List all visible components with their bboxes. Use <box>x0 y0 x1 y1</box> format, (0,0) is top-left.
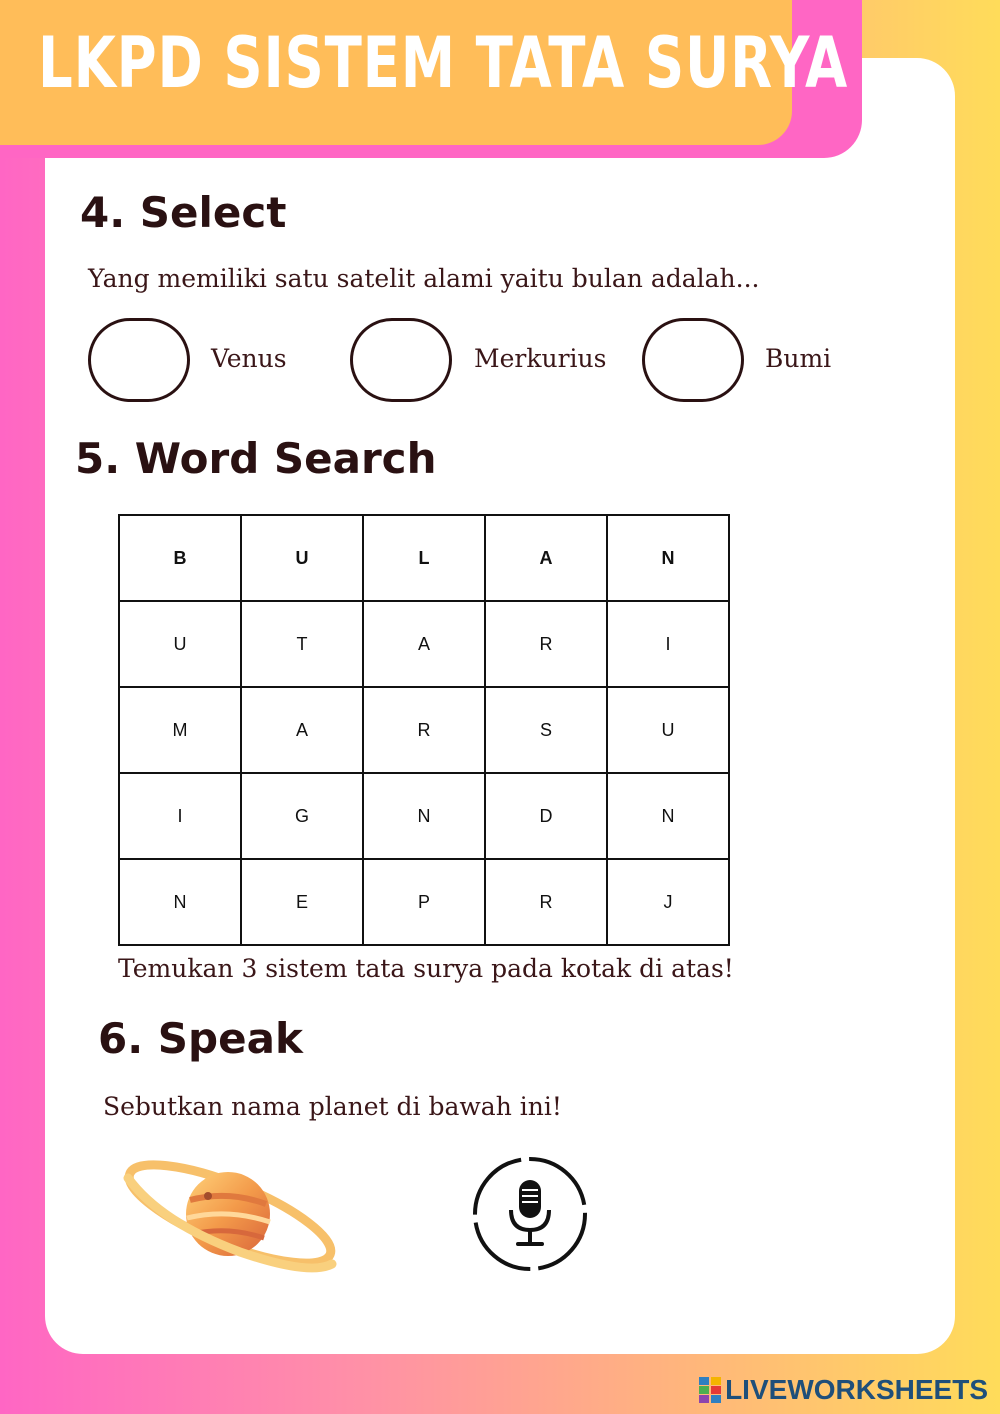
section-6-instruction: Sebutkan nama planet di bawah ini! <box>103 1092 562 1121</box>
word-search-grid <box>118 514 730 946</box>
grid-cell[interactable]: B <box>119 515 241 601</box>
grid-cell[interactable]: A <box>241 687 363 773</box>
grid-cell[interactable]: N <box>363 773 485 859</box>
grid-cell[interactable]: M <box>119 687 241 773</box>
grid-row <box>119 687 729 773</box>
grid-cell[interactable]: T <box>241 601 363 687</box>
grid-row <box>119 773 729 859</box>
liveworksheets-logo <box>699 1374 988 1406</box>
grid-cell[interactable]: U <box>241 515 363 601</box>
grid-cell[interactable]: D <box>485 773 607 859</box>
section-4-question: Yang memiliki satu satelit alami yaitu bulan adalah... <box>88 264 760 293</box>
grid-cell[interactable]: A <box>363 601 485 687</box>
option-merkurius-select[interactable] <box>350 318 452 402</box>
section-6-heading: 6. Speak <box>98 1014 303 1063</box>
grid-row <box>119 601 729 687</box>
option-bumi-select[interactable] <box>642 318 744 402</box>
title-banner <box>0 0 862 158</box>
grid-row <box>119 859 729 945</box>
grid-cell[interactable]: S <box>485 687 607 773</box>
liveworksheets-brand-text: LIVEWORKSHEETS <box>725 1374 988 1405</box>
grid-cell[interactable]: N <box>607 515 729 601</box>
grid-row <box>119 515 729 601</box>
grid-cell[interactable]: R <box>485 601 607 687</box>
option-merkurius-label: Merkurius <box>474 344 607 373</box>
grid-cell[interactable]: U <box>119 601 241 687</box>
grid-cell[interactable]: G <box>241 773 363 859</box>
grid-cell[interactable]: U <box>607 687 729 773</box>
saturn-planet-icon <box>120 1152 340 1277</box>
grid-cell[interactable]: N <box>119 859 241 945</box>
title-banner-inner <box>0 0 849 145</box>
section-5-instruction: Temukan 3 sistem tata surya pada kotak di atas! <box>118 954 734 983</box>
option-venus-select[interactable] <box>88 318 190 402</box>
grid-cell[interactable]: J <box>607 859 729 945</box>
grid-cell[interactable]: N <box>607 773 729 859</box>
grid-cell[interactable]: P <box>363 859 485 945</box>
section-5-heading: 5. Word Search <box>75 434 437 483</box>
grid-cell[interactable]: R <box>363 687 485 773</box>
grid-cell[interactable]: L <box>363 515 485 601</box>
section-4-heading: 4. Select <box>80 188 287 237</box>
grid-cell[interactable]: I <box>119 773 241 859</box>
page-title: LKPD SISTEM TATA SURYA <box>38 22 849 104</box>
grid-cell[interactable]: E <box>241 859 363 945</box>
microphone-icon[interactable] <box>470 1154 590 1274</box>
grid-cell[interactable]: I <box>607 601 729 687</box>
grid-cell[interactable]: A <box>485 515 607 601</box>
liveworksheets-logo-icon <box>699 1377 721 1403</box>
option-venus-label: Venus <box>211 344 287 373</box>
grid-cell[interactable]: R <box>485 859 607 945</box>
option-bumi-label: Bumi <box>765 344 832 373</box>
